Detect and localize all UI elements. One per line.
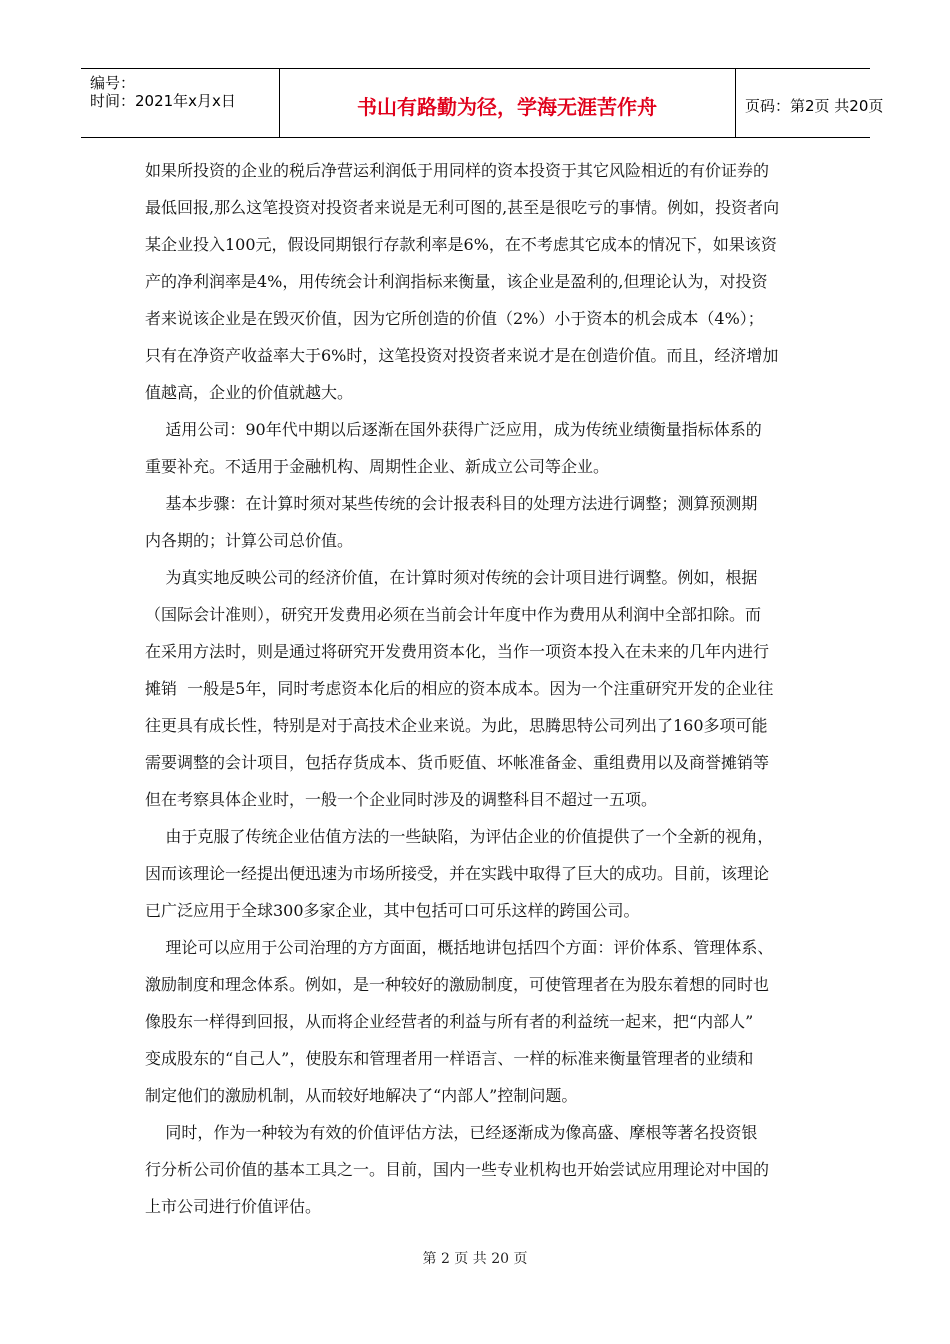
text-line: 只有在净资产收益率大于6%时，这笔投资对投资者来说才是在创造价值。而且，经济增加 xyxy=(145,346,779,365)
header-page-number: 页码：第2页 共20页 xyxy=(745,97,884,115)
header-motto: 书山有路勤为径，学海无涯苦作舟 xyxy=(357,95,657,119)
text-line: 已广泛应用于全球300多家企业，其中包括可口可乐这样的跨国公司。 xyxy=(145,901,640,920)
text-line: 往更具有成长性，特别是对于高技术企业来说。为此，思腾思特公司列出了160多项可能 xyxy=(145,716,768,735)
text-line: 摊销 一般是5年，同时考虑资本化后的相应的资本成本。因为一个注重研究开发的企业往 xyxy=(145,679,774,698)
text-line: 因而该理论一经提出便迅速为市场所接受，并在实践中取得了巨大的成功。目前，该理论 xyxy=(145,864,770,883)
header-meta xyxy=(81,69,280,137)
page-footer: 第 2 页 共 20 页 xyxy=(422,1251,528,1267)
document-body xyxy=(145,156,810,1229)
text-line: 行分析公司价值的基本工具之一。目前，国内一些专业机构也开始尝试应用理论对中国的 xyxy=(145,1160,770,1179)
text-line: 制定他们的激励机制，从而较好地解决了“内部人”控制问题。 xyxy=(145,1086,578,1105)
text-line: 激励制度和理念体系。例如，是一种较好的激励制度，可使管理者在为股东着想的同时也 xyxy=(145,975,770,994)
text-line: 变成股东的“自己人”，使股东和管理者用一样语言、一样的标准来衡量管理者的业绩和 xyxy=(145,1049,754,1068)
header-motto-cell xyxy=(279,69,736,137)
text-line: 同时，作为一种较为有效的价值评估方法，已经逐渐成为像高盛、摩根等著名投资银 xyxy=(145,1123,758,1142)
text-line: 内各期的；计算公司总价值。 xyxy=(145,531,354,550)
text-line: 由于克服了传统企业估值方法的一些缺陷，为评估企业的价值提供了一个全新的视角， xyxy=(145,827,774,846)
text-line: 如果所投资的企业的税后净营运利润低于用同样的资本投资于其它风险相近的有价证券的 xyxy=(145,161,770,180)
text-line: 最低回报,那么这笔投资对投资者来说是无利可图的,甚至是很吃亏的事情。例如，投资者向 xyxy=(145,198,780,217)
text-line: 者来说该企业是在毁灭价值，因为它所创造的价值（2%）小于资本的机会成本（4%）； xyxy=(145,309,764,328)
text-line: 为真实地反映公司的经济价值，在计算时须对传统的会计项目进行调整。例如，根据 xyxy=(145,568,758,587)
text-line: 基本步骤：在计算时须对某些传统的会计报表科目的处理方法进行调整；测算预测期 xyxy=(145,494,758,513)
text-line: 适用公司：90年代中期以后逐渐在国外获得广泛应用，成为传统业绩衡量指标体系的 xyxy=(145,420,762,439)
text-line: 产的净利润率是4%，用传统会计利润指标来衡量，该企业是盈利的,但理论认为，对投资 xyxy=(145,272,768,291)
header-page-cell xyxy=(735,69,884,137)
text-line: 值越高，企业的价值就越大。 xyxy=(145,383,354,402)
text-line: 重要补充。不适用于金融机构、周期性企业、新成立公司等企业。 xyxy=(145,457,610,476)
text-line: 在采用方法时，则是通过将研究开发费用资本化，当作一项资本投入在未来的几年内进行 xyxy=(145,642,770,661)
text-line: 但在考察具体企业时，一般一个企业同时涉及的调整科目不超过一五项。 xyxy=(145,790,658,809)
text-line: 上市公司进行价值评估。 xyxy=(145,1197,322,1216)
text-line: 像股东一样得到回报，从而将企业经营者的利益与所有者的利益统一起来，把“内部人” xyxy=(145,1012,754,1031)
text-line: 某企业投入100元，假设同期银行存款利率是6%，在不考虑其它成本的情况下，如果该资 xyxy=(145,235,777,254)
document-date-label: 时间：2021年x月x日 xyxy=(90,92,236,110)
page-header xyxy=(81,68,884,138)
text-line: （国际会计准则），研究开发费用必须在当前会计年度中作为费用从利润中全部扣除。而 xyxy=(145,605,762,624)
text-line: 理论可以应用于公司治理的方方面面，概括地讲包括四个方面：评价体系、管理体系、 xyxy=(145,938,774,957)
text-line: 需要调整的会计项目，包括存货成本、货币贬值、坏帐准备金、重组费用以及商誉摊销等 xyxy=(145,753,770,772)
document-number-label: 编号： xyxy=(90,74,136,92)
